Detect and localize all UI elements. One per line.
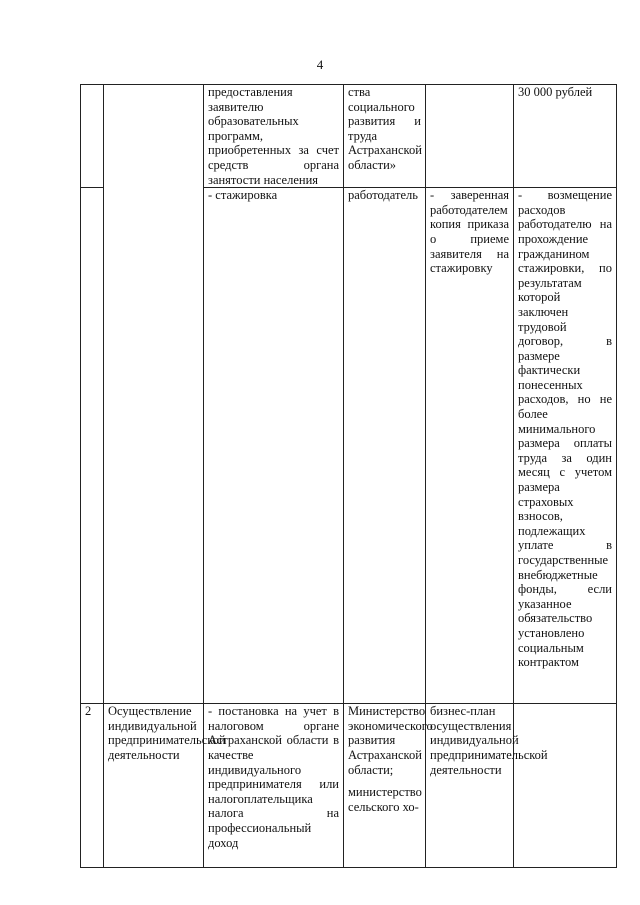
service-cell: Осуществление индивидуальной предпринимательской деятельности [104, 704, 204, 868]
documents-cell [426, 85, 514, 188]
authority-line: Министерство экономического развития Астраханской области; [348, 704, 433, 777]
amount-cell: - возмещение расходов работодателю на прохождение гражданином стажировки, по результатам которой заключен трудовой договор, в размере фактически понесенных расходов, но не более минимального размера оплаты труда за один месяц с учетом размера страховых взносов, подлежащих уплате в государственные внебюджетные фонды, если указанное обязательство установлено социальным контрактом [514, 188, 617, 704]
authority-cell: ства социального развития и труда Астраханской области» [344, 85, 426, 188]
documents-cell: бизнес-план осуществления индивидуальной предпринимательской деятельности [426, 704, 514, 868]
amount-cell [514, 704, 617, 868]
authority-cell: работодатель [344, 188, 426, 704]
service-cell [104, 85, 204, 704]
authority-cell [344, 704, 433, 868]
row-number-cell [81, 85, 104, 188]
page-number: 4 [316, 57, 324, 72]
amount-cell: 30 000 рублей [514, 85, 617, 188]
table-row [81, 704, 617, 868]
row-number-cell [81, 188, 104, 704]
measure-cell: - постановка на учет в налоговом органе Астраханской области в качестве индивидуального предпринимателя или налогоплательщика налога на профессиональный доход [204, 704, 344, 868]
measure-cell: предоставления заявителю образовательных программ, приобретенных за счет средств органа занятости населения [204, 85, 344, 188]
authority-line: министерство сельского хо- [348, 785, 422, 814]
row-number-cell: 2 [81, 704, 104, 868]
table-row [81, 85, 617, 188]
documents-cell: - заверенная работодателем копия приказа о приеме заявителя на стажировку [426, 188, 514, 704]
measure-cell: - стажировка [204, 188, 344, 704]
measures-table [80, 84, 617, 868]
